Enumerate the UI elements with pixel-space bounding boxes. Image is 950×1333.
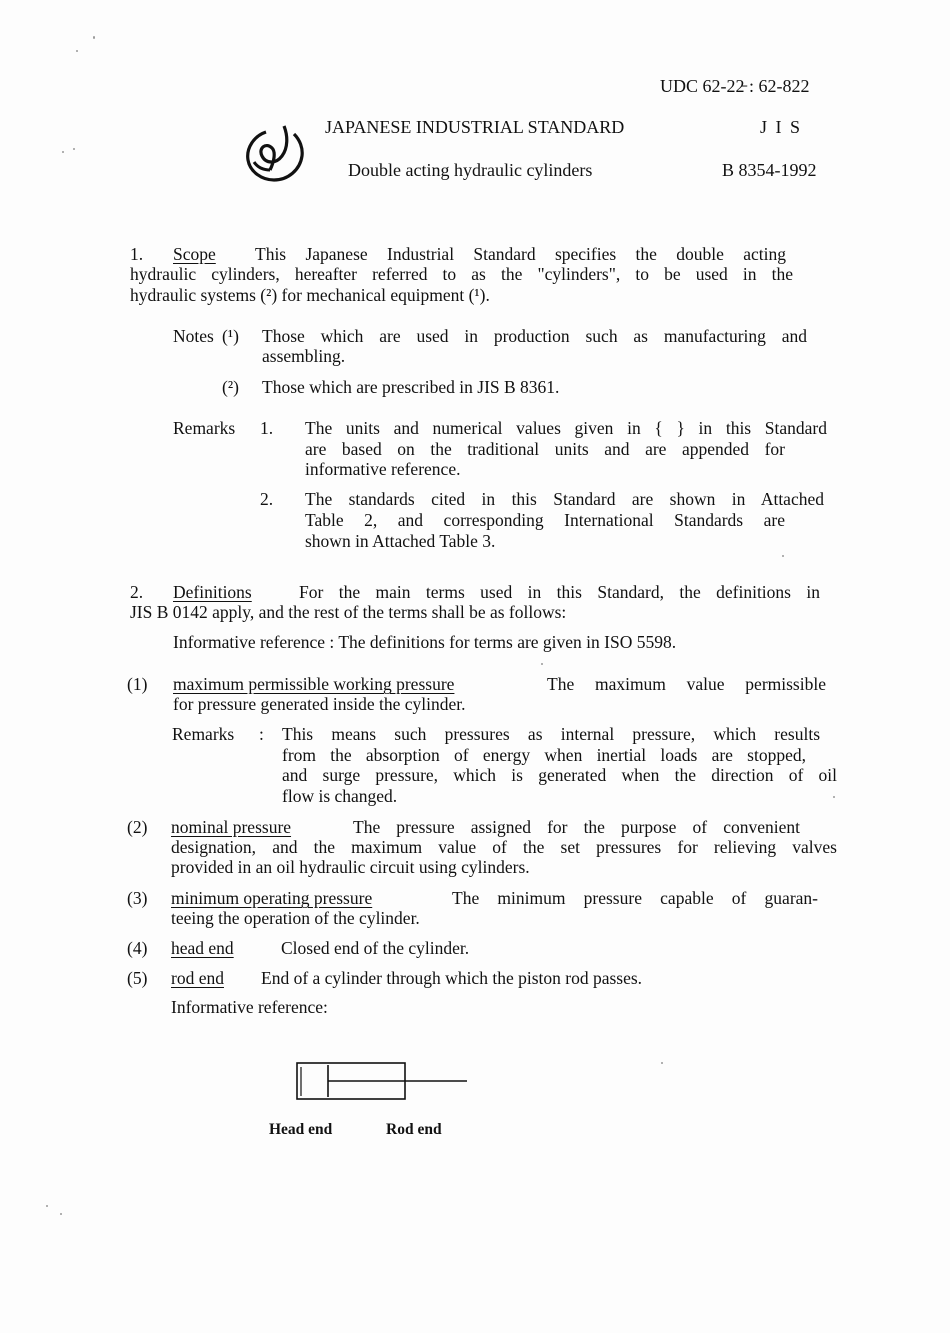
note-text: assembling. — [262, 346, 346, 366]
definition-text: The maximum value permissible — [547, 674, 826, 694]
remark-text: The standards cited in this Standard are shown in Attached — [305, 489, 824, 509]
note-mark: (¹) — [222, 326, 239, 346]
figure-label-head-end: Head end — [269, 1121, 333, 1138]
definition-term: maximum permissible working pressure — [173, 674, 455, 694]
remark-number: 1. — [260, 418, 274, 438]
figure-label-rod-end: Rod end — [386, 1121, 442, 1138]
definition-remark-text: and surge pressure, which is generated when the direction of oil — [282, 765, 837, 785]
definition-remark-text: from the absorption of energy when inertial loads are stopped, — [282, 745, 806, 765]
remark-text: are based on the traditional units and are appended for — [305, 439, 785, 459]
definition-text: The pressure assigned for the purpose of convenient — [353, 817, 800, 837]
definition-number: (4) — [127, 938, 148, 958]
note-mark: (²) — [222, 377, 239, 397]
definition-term: head end — [171, 938, 234, 958]
definition-text: End of a cylinder through which the piston rod passes. — [261, 968, 643, 988]
scan-speck — [76, 50, 78, 52]
definition-remarks-label: Remarks — [172, 724, 235, 744]
definitions-text-line: JIS B 0142 apply, and the rest of the terms shall be as follows: — [130, 602, 567, 622]
udc-code: UDC 62-22̵ : 62-822 — [660, 76, 810, 96]
scan-speck — [60, 1213, 62, 1215]
definition-term: rod end — [171, 968, 224, 988]
informative-reference: Informative reference: — [171, 997, 328, 1017]
section-number: 1. — [130, 244, 144, 264]
scope-text-line: hydraulic cylinders, hereafter referred to as the "cylinders", to be used in the — [130, 264, 793, 284]
informative-reference: Informative reference : The definitions for terms are given in ISO 5598. — [173, 632, 677, 652]
scope-text-line: This Japanese Industrial Standard specifies the double acting — [255, 244, 786, 264]
scan-speck — [782, 555, 784, 557]
scan-speck — [93, 36, 95, 39]
definition-remark-text: flow is changed. — [282, 786, 398, 806]
definition-number: (1) — [127, 674, 148, 694]
cylinder-diagram — [290, 1056, 475, 1106]
jis-mark: J I S — [760, 117, 803, 137]
section-heading-scope: Scope — [173, 244, 216, 264]
remark-text: The units and numerical values given in { } in this Standard — [305, 418, 827, 438]
standard-number: B 8354-1992 — [722, 160, 817, 180]
scan-speck — [73, 148, 75, 150]
note-text: Those which are used in production such as manufacturing and — [262, 326, 807, 346]
remark-text: informative reference. — [305, 459, 461, 479]
definition-text: provided in an oil hydraulic circuit using cylinders. — [171, 857, 530, 877]
org-name: JAPANESE INDUSTRIAL STANDARD — [325, 117, 625, 137]
definition-text: teeing the operation of the cylinder. — [171, 908, 420, 928]
definitions-text-line: For the main terms used in this Standard, the definitions in — [299, 582, 820, 602]
scan-speck — [62, 151, 64, 153]
remark-number: 2. — [260, 489, 274, 509]
definition-term: nominal pressure — [171, 817, 292, 837]
jis-logo-icon — [244, 122, 308, 184]
definition-remarks-colon: : — [259, 724, 264, 744]
definition-text: designation, and the maximum value of the set pressures for relieving valves — [171, 837, 837, 857]
notes-label: Notes — [173, 326, 214, 346]
scope-text-line: hydraulic systems (²) for mechanical equipment (¹). — [130, 285, 490, 305]
definition-number: (2) — [127, 817, 148, 837]
definition-remark-text: This means such pressures as internal pressure, which results — [282, 724, 820, 744]
scan-speck — [541, 663, 543, 665]
definition-number: (3) — [127, 888, 148, 908]
definition-text: Closed end of the cylinder. — [281, 938, 470, 958]
note-text: Those which are prescribed in JIS B 8361. — [262, 377, 560, 397]
remark-text: shown in Attached Table 3. — [305, 531, 496, 551]
scan-speck — [661, 1062, 663, 1064]
remark-text: Table 2, and corresponding International Standards are — [305, 510, 785, 530]
remarks-label: Remarks — [173, 418, 236, 438]
scan-speck — [833, 796, 835, 798]
section-heading-definitions: Definitions — [173, 582, 252, 602]
scan-speck — [46, 1205, 48, 1207]
section-number: 2. — [130, 582, 144, 602]
standard-title: Double acting hydraulic cylinders — [348, 160, 593, 180]
definition-text: The minimum pressure capable of guaran- — [452, 888, 818, 908]
definition-number: (5) — [127, 968, 148, 988]
definition-term: minimum operating pressure — [171, 888, 373, 908]
definition-text: for pressure generated inside the cylinder. — [173, 694, 466, 714]
